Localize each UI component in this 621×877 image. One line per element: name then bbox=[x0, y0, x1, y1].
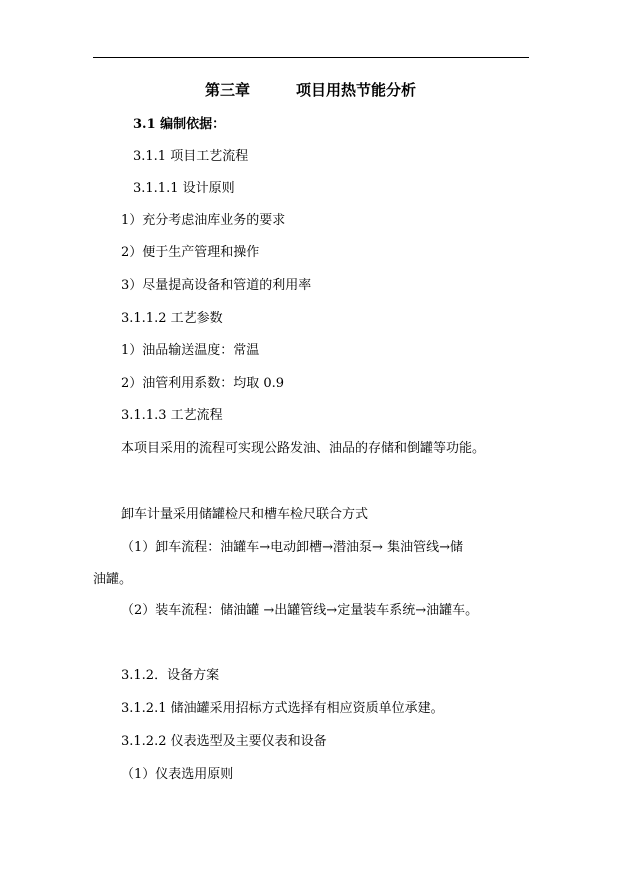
section-3-1-2-1: 3.1.2.1 储油罐采用招标方式选择有相应资质单位承建。 bbox=[121, 701, 444, 716]
header-rule bbox=[93, 57, 529, 58]
section-3-1-2: 3.1.2．设备方案 bbox=[121, 668, 220, 683]
unloading-flow-line-1: （1）卸车流程：油罐车→电动卸槽→潜油泵→ 集油管线→储 bbox=[121, 540, 463, 555]
section-3-1-2-2: 3.1.2.2 仪表选型及主要仪表和设备 bbox=[121, 734, 327, 749]
section-3-1-1-3: 3.1.1.3 工艺流程 bbox=[121, 408, 223, 423]
metering-paragraph: 卸车计量采用储罐检尺和槽车检尺联合方式 bbox=[121, 507, 369, 522]
section-3-1-1: 3.1.1 项目工艺流程 bbox=[133, 149, 249, 164]
section-3-1: 3.1 编制依据： bbox=[133, 117, 226, 132]
section-3-1-1-2: 3.1.1.2 工艺参数 bbox=[121, 311, 223, 326]
principle-item-3: 3）尽量提高设备和管道的利用率 bbox=[121, 278, 312, 293]
chapter-number: 第三章 bbox=[204, 81, 250, 99]
loading-flow: （2）装车流程：储油罐 →出罐管线→定量装车系统→油罐车。 bbox=[121, 603, 479, 618]
principle-item-2: 2）便于生产管理和操作 bbox=[121, 245, 260, 260]
unloading-flow-line-2: 油罐。 bbox=[93, 572, 133, 587]
parameter-item-1: 1）油品输送温度：常温 bbox=[121, 343, 260, 358]
chapter-title bbox=[0, 80, 621, 100]
parameter-item-2: 2）油管利用系数：均取 0.9 bbox=[121, 376, 285, 391]
flow-intro-paragraph: 本项目采用的流程可实现公路发油、油品的存储和倒罐等功能。 bbox=[121, 441, 486, 456]
instrument-principle-heading: （1）仪表选用原则 bbox=[121, 767, 234, 782]
chapter-name: 项目用热节能分析 bbox=[296, 81, 417, 99]
section-3-1-1-1: 3.1.1.1 设计原则 bbox=[133, 181, 235, 196]
principle-item-1: 1）充分考虑油库业务的要求 bbox=[121, 213, 286, 228]
